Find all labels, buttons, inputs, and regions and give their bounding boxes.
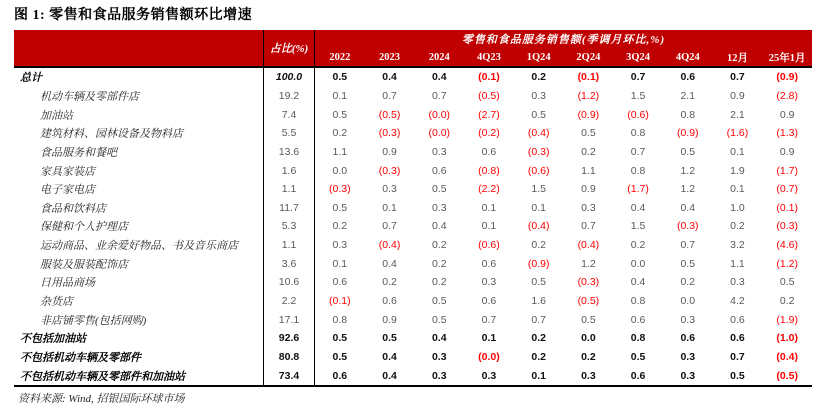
value-cell: 0.4 — [431, 71, 447, 84]
column-header: 4Q23 — [477, 51, 501, 63]
value-cell: 0.3 — [332, 239, 348, 252]
value-cell: 0.3 — [481, 276, 497, 289]
value-cell: 1.2 — [581, 257, 596, 270]
value-cell: (0.4) — [527, 127, 550, 140]
value-cell: 0.3 — [531, 89, 546, 102]
value-cell: 0.8 — [680, 108, 696, 121]
value-cell: (0.3) — [577, 276, 600, 289]
value-cell: 0.4 — [630, 201, 646, 214]
value-cell: 0.7 — [630, 71, 646, 84]
column-headers — [315, 48, 812, 66]
value-cell: 0.4 — [382, 71, 397, 84]
value-cell: 0.2 — [630, 239, 646, 252]
row-label: 不包括机动车辆及零部件 — [20, 351, 141, 364]
share-value: 10.6 — [263, 273, 315, 292]
value-cell: (2.2) — [478, 183, 500, 196]
row-label: 建筑材料、园林设备及物料店 — [40, 128, 183, 141]
share-value: 2.2 — [263, 292, 315, 311]
value-cell: 0.7 — [382, 89, 397, 102]
value-cell: (1.3) — [776, 127, 798, 140]
value-cell: 0.3 — [431, 369, 447, 382]
value-cell: 1.1 — [730, 257, 745, 270]
value-cell: 0.4 — [431, 220, 447, 233]
value-cell: 0.2 — [431, 276, 447, 289]
value-cell: 0.0 — [680, 295, 696, 307]
header-data-area — [315, 30, 812, 66]
value-cell: 0.7 — [382, 220, 397, 233]
value-cell: 1.9 — [730, 164, 745, 177]
value-cell: 0.6 — [630, 369, 646, 382]
value-cell: 0.3 — [431, 145, 447, 158]
value-cell: 0.1 — [531, 201, 546, 214]
value-cell: 0.1 — [382, 201, 397, 214]
value-cell: (0.3) — [378, 164, 401, 177]
value-cell: 0.7 — [730, 350, 745, 363]
figure-title: 图 1: 零售和食品服务销售额环比增速 — [14, 8, 253, 23]
value-cell: (0.5) — [478, 89, 500, 102]
value-cell: 0.8 — [630, 295, 646, 307]
value-cell: 0.2 — [431, 239, 447, 252]
row-label: 食品和饮料店 — [40, 202, 106, 215]
table-row — [14, 198, 812, 217]
value-cell: 0.6 — [382, 295, 397, 307]
value-cell: (0.6) — [478, 239, 500, 252]
share-value: 5.3 — [263, 217, 315, 236]
table-row — [14, 348, 812, 367]
share-value: 5.5 — [263, 124, 315, 143]
value-cell: 0.6 — [730, 313, 745, 326]
value-cell: 0.2 — [531, 350, 546, 363]
value-cell: 0.7 — [630, 145, 646, 158]
value-cell: 0.4 — [630, 276, 646, 289]
value-cell: (0.8) — [478, 164, 500, 177]
value-cell: 2.1 — [730, 108, 745, 121]
value-cell: 0.9 — [382, 313, 397, 326]
value-cell: 0.5 — [680, 145, 696, 158]
value-cell: 0.2 — [531, 71, 546, 84]
share-value: 100.0 — [263, 68, 315, 87]
value-cell: 0.6 — [332, 369, 348, 382]
value-cell: (0.9) — [776, 71, 798, 84]
share-value: 7.4 — [263, 105, 315, 124]
value-cell: (0.7) — [776, 183, 798, 196]
value-cell: 0.5 — [332, 108, 348, 121]
value-cell: 0.2 — [382, 276, 397, 289]
value-cell: (0.9) — [527, 257, 550, 270]
value-cell: 0.9 — [779, 145, 795, 158]
value-cell: (0.5) — [776, 369, 798, 382]
table-row — [14, 87, 812, 106]
value-cell: 0.4 — [382, 369, 397, 382]
value-cell: 0.2 — [332, 127, 348, 140]
value-cell: 0.2 — [581, 350, 596, 363]
table-row — [14, 310, 812, 329]
value-cell: 4.2 — [730, 295, 745, 307]
value-cell: (2.8) — [776, 89, 798, 102]
value-cell: 0.2 — [332, 220, 348, 233]
value-cell: (0.0) — [478, 350, 500, 363]
value-cell: 0.1 — [481, 201, 497, 214]
value-cell: 0.5 — [431, 313, 447, 326]
value-cell: (1.2) — [577, 89, 600, 102]
value-cell: (0.4) — [527, 220, 550, 233]
table-row — [14, 68, 812, 87]
value-cell: 0.9 — [382, 145, 397, 158]
value-cell: (0.3) — [676, 220, 699, 233]
table-row — [14, 217, 812, 236]
value-cell: 0.6 — [332, 276, 348, 289]
column-header: 1Q24 — [526, 51, 551, 63]
value-cell: 0.0 — [630, 257, 646, 270]
value-cell: 1.1 — [332, 145, 348, 158]
value-cell: 0.3 — [431, 201, 447, 214]
column-header: 2023 — [379, 51, 401, 63]
row-label: 机动车辆及零部件店 — [40, 90, 139, 103]
value-cell: (1.7) — [627, 183, 649, 196]
row-label: 家具家装店 — [40, 165, 95, 178]
share-value: 73.4 — [263, 366, 315, 385]
value-cell: 0.6 — [630, 313, 646, 326]
value-cell: 0.6 — [481, 257, 497, 270]
value-cell: 0.2 — [531, 239, 546, 252]
value-cell: 2.1 — [680, 89, 696, 102]
share-value: 80.8 — [263, 348, 315, 367]
data-table — [14, 30, 812, 387]
value-cell: (2.7) — [478, 108, 500, 121]
value-cell: (0.4) — [378, 239, 401, 252]
row-label: 杂货店 — [40, 296, 73, 308]
value-cell: (0.3) — [378, 127, 401, 140]
table-row — [14, 292, 812, 311]
value-cell: 0.7 — [680, 239, 696, 252]
value-cell: 0.3 — [581, 201, 596, 214]
value-cell: 0.9 — [581, 183, 596, 196]
value-cell: 0.3 — [680, 369, 696, 382]
value-cell: 0.0 — [332, 164, 348, 177]
value-cell: 0.3 — [730, 276, 745, 289]
row-label: 服装及服装配饰店 — [40, 258, 128, 271]
value-cell: 1.2 — [680, 183, 696, 196]
value-cell: 1.0 — [730, 201, 745, 214]
row-label: 总计 — [20, 72, 42, 85]
value-cell: 0.0 — [581, 332, 596, 345]
value-cell: 1.5 — [531, 183, 546, 196]
value-cell: (1.0) — [776, 332, 798, 345]
value-cell: (0.1) — [478, 71, 500, 84]
share-value: 11.7 — [263, 198, 315, 217]
value-cell: 0.6 — [481, 145, 497, 158]
group-header: 零售和食品服务销售额(季调月环比,%) — [461, 34, 666, 46]
value-cell: 1.1 — [581, 164, 596, 177]
value-cell: 0.1 — [481, 220, 497, 233]
value-cell: 0.9 — [730, 89, 745, 102]
table-row — [14, 236, 812, 255]
column-header: 25年1月 — [768, 52, 806, 64]
table-row — [14, 366, 812, 385]
value-cell: 0.8 — [630, 164, 646, 177]
value-cell: 0.4 — [382, 257, 397, 270]
value-cell: (1.6) — [726, 127, 749, 140]
value-cell: 1.5 — [630, 89, 646, 102]
value-cell: 0.7 — [581, 220, 596, 233]
row-label: 不包括机动车辆及零部件和加油站 — [20, 370, 185, 383]
row-label: 日用品商场 — [40, 277, 95, 290]
value-cell: 0.5 — [581, 313, 596, 326]
column-header: 2Q24 — [576, 51, 601, 63]
table-row — [14, 254, 812, 273]
table-row — [14, 273, 812, 292]
value-cell: 0.1 — [332, 89, 348, 102]
value-cell: 0.4 — [680, 201, 696, 214]
value-cell: 0.5 — [680, 257, 696, 270]
column-header: 2024 — [428, 51, 450, 63]
value-cell: (0.1) — [776, 201, 798, 214]
value-cell: 0.5 — [431, 295, 447, 307]
share-value: 1.1 — [263, 236, 315, 255]
value-cell: 0.1 — [531, 369, 546, 382]
value-cell: (1.2) — [776, 257, 798, 270]
value-cell: (0.5) — [577, 295, 600, 307]
value-cell: 0.8 — [332, 313, 348, 326]
value-cell: 0.2 — [779, 295, 795, 307]
value-cell: 0.6 — [730, 332, 745, 345]
share-value: 17.1 — [263, 310, 315, 329]
value-cell: 0.5 — [779, 276, 795, 289]
value-cell: (0.3) — [527, 145, 550, 158]
value-cell: 0.2 — [431, 257, 447, 270]
value-cell: (0.9) — [676, 127, 699, 140]
value-cell: 0.7 — [730, 71, 745, 84]
share-value: 19.2 — [263, 87, 315, 106]
value-cell: 0.5 — [332, 71, 348, 84]
value-cell: 0.4 — [382, 350, 397, 363]
value-cell: 1.2 — [680, 164, 696, 177]
value-cell: (0.0) — [428, 127, 451, 140]
row-label: 不包括加油站 — [20, 333, 86, 346]
value-cell: 0.1 — [481, 332, 497, 345]
table-row — [14, 143, 812, 162]
value-cell: (0.6) — [627, 108, 649, 121]
value-cell: 0.5 — [332, 332, 348, 345]
share-value: 92.6 — [263, 329, 315, 348]
value-cell: (0.4) — [577, 239, 600, 252]
header-label-spacer — [14, 30, 263, 66]
share-column-header: 占比(%) — [263, 30, 315, 66]
value-cell: 1.6 — [531, 295, 546, 307]
value-cell: 0.1 — [730, 145, 745, 158]
value-cell: (0.3) — [776, 220, 798, 233]
value-cell: 0.5 — [382, 332, 397, 345]
table-row — [14, 161, 812, 180]
value-cell: 0.7 — [431, 89, 447, 102]
row-label: 电子家电店 — [40, 184, 95, 197]
source-note: 资料来源: Wind, 招银国际环球市场 — [18, 393, 185, 405]
column-header: 3Q24 — [626, 51, 651, 63]
share-value: 13.6 — [263, 143, 315, 162]
row-label: 保健和个人护理店 — [40, 221, 128, 234]
value-cell: 0.5 — [630, 350, 646, 363]
value-cell: 1.5 — [630, 220, 646, 233]
value-cell: (0.5) — [378, 108, 401, 121]
value-cell: (0.1) — [577, 71, 600, 84]
row-label: 食品服务和餐吧 — [40, 146, 117, 159]
value-cell: (0.1) — [329, 295, 351, 307]
value-cell: (1.9) — [776, 313, 798, 326]
value-cell: 0.2 — [581, 145, 596, 158]
value-cell: 0.5 — [531, 108, 546, 121]
share-value: 1.1 — [263, 180, 315, 199]
value-cell: 0.6 — [431, 164, 447, 177]
value-cell: (0.4) — [776, 350, 798, 363]
value-cell: 0.2 — [680, 276, 696, 289]
column-header: 4Q24 — [675, 51, 700, 63]
share-value: 3.6 — [263, 254, 315, 273]
value-cell: 0.5 — [531, 276, 546, 289]
value-cell: 0.5 — [332, 350, 348, 363]
value-cell: 0.2 — [730, 220, 745, 233]
table-body — [14, 68, 812, 387]
row-label: 加油站 — [40, 109, 73, 122]
value-cell: 0.9 — [779, 108, 795, 121]
value-cell: 3.2 — [730, 239, 745, 252]
value-cell: 0.3 — [481, 369, 497, 382]
table-row — [14, 329, 812, 348]
value-cell: 0.5 — [581, 127, 596, 140]
value-cell: 0.5 — [332, 201, 348, 214]
column-header: 2022 — [329, 51, 351, 63]
value-cell: 0.3 — [680, 313, 696, 326]
value-cell: 0.7 — [531, 313, 546, 326]
value-cell: (0.3) — [329, 183, 351, 196]
value-cell: 0.1 — [332, 257, 348, 270]
row-label: 非店铺零售(包括网购) — [40, 314, 147, 327]
column-header: 12月 — [726, 52, 748, 64]
value-cell: 0.4 — [431, 332, 447, 345]
value-cell: 0.3 — [581, 369, 596, 382]
table-row — [14, 105, 812, 124]
value-cell: 0.2 — [531, 332, 546, 345]
share-value: 1.6 — [263, 161, 315, 180]
value-cell: (1.7) — [776, 164, 798, 177]
row-label: 运动商品、业余爱好物品、书及音乐商店 — [40, 240, 238, 253]
value-cell: 0.5 — [431, 183, 447, 196]
value-cell: 0.6 — [680, 71, 696, 84]
value-cell: (4.6) — [776, 239, 798, 252]
value-cell: (0.0) — [428, 108, 451, 121]
value-cell: (0.2) — [478, 127, 500, 140]
value-cell: 0.1 — [730, 183, 745, 196]
value-cell: 0.3 — [431, 350, 447, 363]
value-cell: 0.8 — [630, 127, 646, 140]
value-cell: 0.7 — [481, 313, 497, 326]
value-cell: 0.6 — [680, 332, 696, 345]
value-cell: 0.6 — [481, 295, 497, 307]
value-cell: 0.5 — [730, 369, 745, 382]
value-cell: 0.8 — [630, 332, 646, 345]
value-cell: 0.3 — [382, 183, 397, 196]
table-row — [14, 180, 812, 199]
table-row — [14, 124, 812, 143]
value-cell: (0.6) — [527, 164, 550, 177]
table-header — [14, 30, 812, 68]
value-cell: (0.9) — [577, 108, 600, 121]
value-cell: 0.3 — [680, 350, 696, 363]
